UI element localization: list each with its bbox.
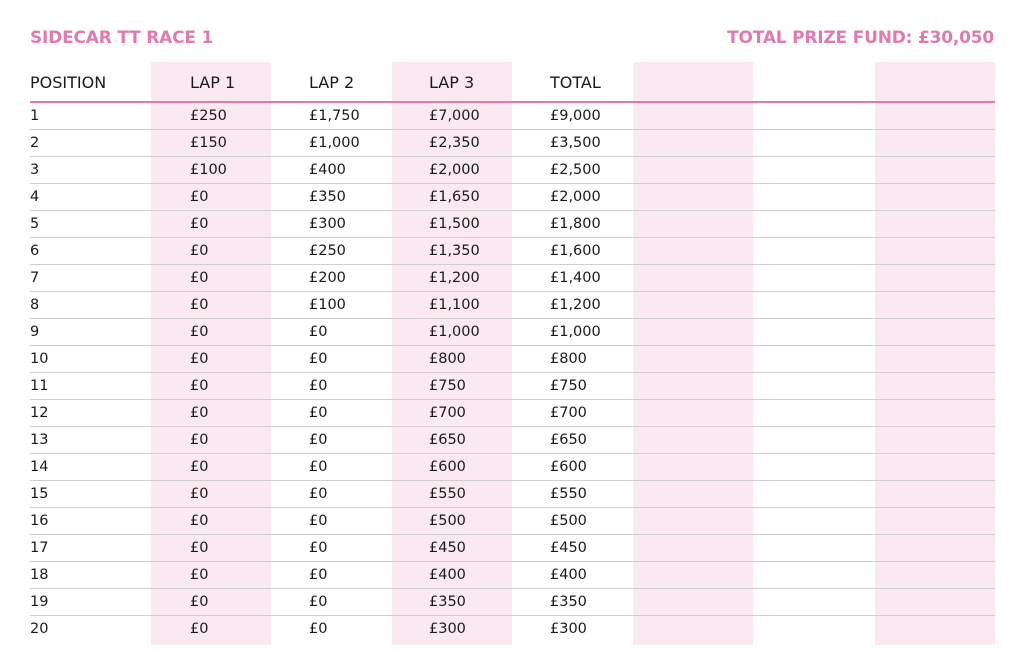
total-cell: £1,800 (550, 216, 601, 232)
lap1-cell: £0 (190, 378, 209, 394)
lap3-cell: £1,000 (429, 324, 480, 340)
lap2-cell: £0 (309, 567, 328, 583)
lap1-cell: £0 (190, 324, 209, 340)
lap2-cell: £0 (309, 351, 328, 367)
lap1-cell: £250 (190, 108, 227, 124)
lap3-cell: £550 (429, 486, 466, 502)
position-cell: 20 (30, 621, 49, 637)
lap1-cell: £0 (190, 189, 209, 205)
table-row (30, 211, 995, 238)
total-cell: £1,400 (550, 270, 601, 286)
total-cell: £550 (550, 486, 587, 502)
lap3-cell: £400 (429, 567, 466, 583)
total-cell: £700 (550, 405, 587, 421)
position-cell: 7 (30, 270, 40, 286)
total-cell: £2,000 (550, 189, 601, 205)
lap3-cell: £750 (429, 378, 466, 394)
total-cell: £400 (550, 567, 587, 583)
column-header-lap1: LAP 1 (190, 73, 236, 92)
table-row (30, 103, 995, 130)
total-cell: £650 (550, 432, 587, 448)
lap2-cell: £0 (309, 621, 328, 637)
lap1-cell: £150 (190, 135, 227, 151)
position-cell: 14 (30, 459, 49, 475)
lap3-cell: £7,000 (429, 108, 480, 124)
total-cell: £1,600 (550, 243, 601, 259)
total-cell: £2,500 (550, 162, 601, 178)
lap2-cell: £1,000 (309, 135, 360, 151)
table-row (30, 535, 995, 562)
total-cell: £3,500 (550, 135, 601, 151)
position-cell: 15 (30, 486, 49, 502)
position-cell: 13 (30, 432, 49, 448)
table-row (30, 130, 995, 157)
position-cell: 16 (30, 513, 49, 529)
lap3-cell: £1,100 (429, 297, 480, 313)
table-row (30, 589, 995, 616)
lap3-cell: £2,350 (429, 135, 480, 151)
column-header-total: TOTAL (550, 73, 601, 92)
lap2-cell: £0 (309, 540, 328, 556)
table-row (30, 346, 995, 373)
lap2-cell: £0 (309, 432, 328, 448)
lap3-cell: £1,650 (429, 189, 480, 205)
position-cell: 5 (30, 216, 40, 232)
total-cell: £350 (550, 594, 587, 610)
position-cell: 6 (30, 243, 40, 259)
lap1-cell: £0 (190, 351, 209, 367)
total-prize-fund: TOTAL PRIZE FUND: £30,050 (727, 28, 994, 48)
lap2-cell: £100 (309, 297, 346, 313)
column-header-lap2: LAP 2 (309, 73, 355, 92)
table-row (30, 265, 995, 292)
total-cell: £750 (550, 378, 587, 394)
lap1-cell: £0 (190, 459, 209, 475)
position-cell: 9 (30, 324, 40, 340)
page-title: SIDECAR TT RACE 1 (30, 28, 214, 48)
lap3-cell: £350 (429, 594, 466, 610)
lap2-cell: £0 (309, 324, 328, 340)
table-header-row (30, 62, 995, 103)
position-cell: 10 (30, 351, 49, 367)
lap1-cell: £0 (190, 216, 209, 232)
position-cell: 8 (30, 297, 40, 313)
table-row (30, 427, 995, 454)
table-row (30, 157, 995, 184)
lap2-cell: £0 (309, 405, 328, 421)
table-row (30, 184, 995, 211)
total-cell: £1,200 (550, 297, 601, 313)
lap2-cell: £300 (309, 216, 346, 232)
lap3-cell: £2,000 (429, 162, 480, 178)
position-cell: 1 (30, 108, 40, 124)
total-cell: £1,000 (550, 324, 601, 340)
lap3-cell: £500 (429, 513, 466, 529)
total-cell: £800 (550, 351, 587, 367)
total-cell: £600 (550, 459, 587, 475)
lap2-cell: £0 (309, 459, 328, 475)
lap2-cell: £200 (309, 270, 346, 286)
column-header-position: POSITION (30, 73, 107, 92)
position-cell: 18 (30, 567, 49, 583)
lap2-cell: £400 (309, 162, 346, 178)
table-row (30, 616, 995, 642)
lap3-cell: £600 (429, 459, 466, 475)
total-cell: £450 (550, 540, 587, 556)
lap2-cell: £250 (309, 243, 346, 259)
position-cell: 4 (30, 189, 40, 205)
lap3-cell: £1,350 (429, 243, 480, 259)
lap1-cell: £0 (190, 270, 209, 286)
lap3-cell: £300 (429, 621, 466, 637)
lap1-cell: £0 (190, 432, 209, 448)
lap1-cell: £0 (190, 297, 209, 313)
lap3-cell: £1,500 (429, 216, 480, 232)
lap1-cell: £0 (190, 486, 209, 502)
lap2-cell: £0 (309, 378, 328, 394)
lap1-cell: £0 (190, 513, 209, 529)
position-cell: 11 (30, 378, 49, 394)
position-cell: 2 (30, 135, 40, 151)
lap2-cell: £0 (309, 486, 328, 502)
lap1-cell: £0 (190, 621, 209, 637)
lap2-cell: £0 (309, 513, 328, 529)
table-row (30, 481, 995, 508)
lap3-cell: £700 (429, 405, 466, 421)
total-cell: £500 (550, 513, 587, 529)
position-cell: 3 (30, 162, 40, 178)
table-row (30, 508, 995, 535)
table-row (30, 238, 995, 265)
total-cell: £9,000 (550, 108, 601, 124)
lap1-cell: £0 (190, 405, 209, 421)
table-row (30, 373, 995, 400)
table-row (30, 292, 995, 319)
lap1-cell: £0 (190, 540, 209, 556)
position-cell: 12 (30, 405, 49, 421)
position-cell: 17 (30, 540, 49, 556)
table-row (30, 562, 995, 589)
position-cell: 19 (30, 594, 49, 610)
lap3-cell: £450 (429, 540, 466, 556)
lap3-cell: £1,200 (429, 270, 480, 286)
column-header-lap3: LAP 3 (429, 73, 475, 92)
lap2-cell: £1,750 (309, 108, 360, 124)
lap1-cell: £0 (190, 594, 209, 610)
lap1-cell: £100 (190, 162, 227, 178)
lap1-cell: £0 (190, 243, 209, 259)
lap3-cell: £650 (429, 432, 466, 448)
total-cell: £300 (550, 621, 587, 637)
lap2-cell: £350 (309, 189, 346, 205)
lap3-cell: £800 (429, 351, 466, 367)
table-row (30, 319, 995, 346)
table-row (30, 454, 995, 481)
lap2-cell: £0 (309, 594, 328, 610)
lap1-cell: £0 (190, 567, 209, 583)
table-row (30, 400, 995, 427)
prize-table (30, 62, 995, 642)
